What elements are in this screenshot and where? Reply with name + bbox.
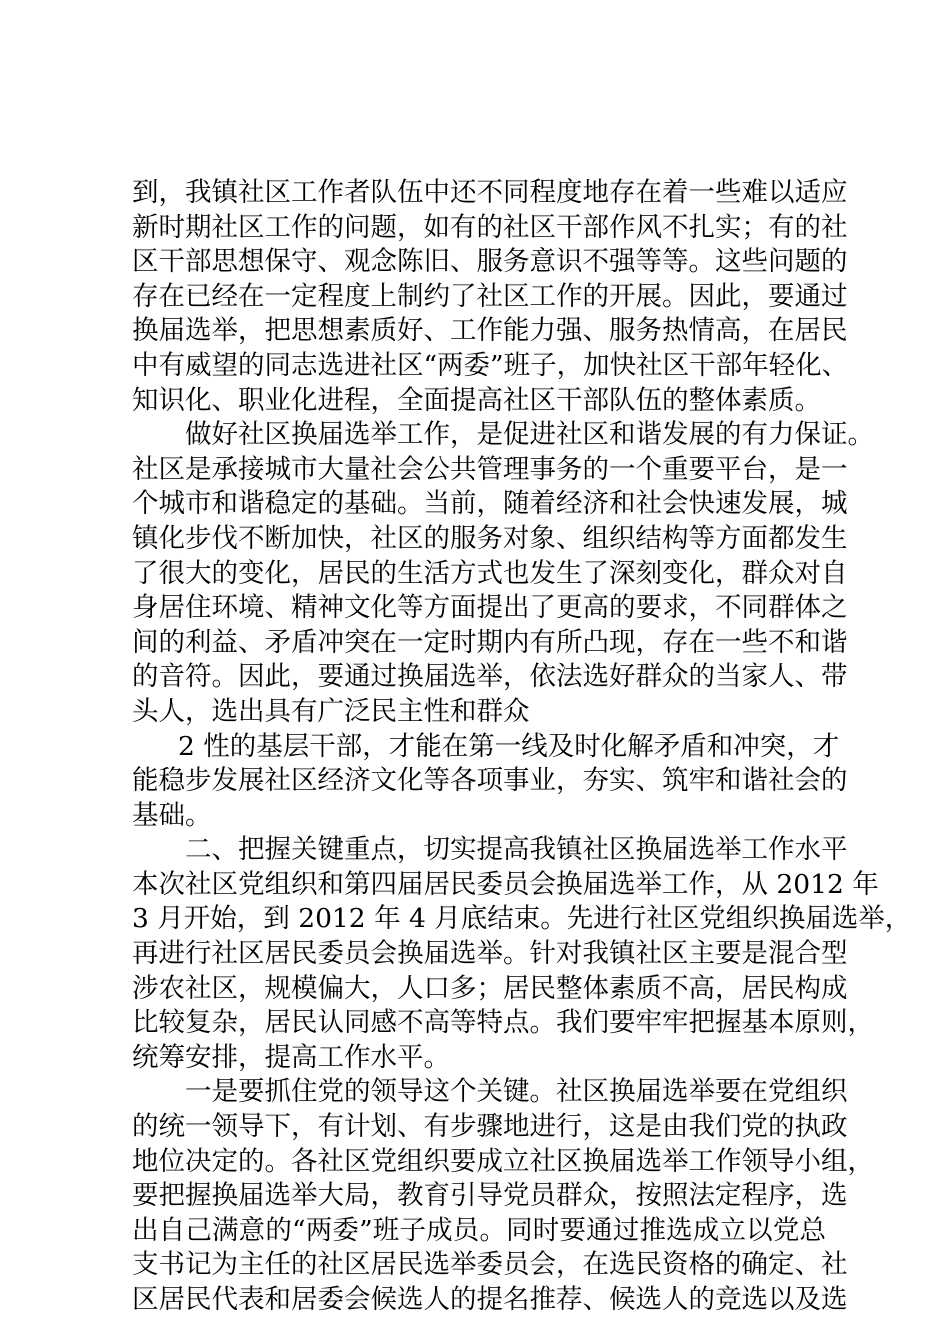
text-line: 镇化步伐不断加快，社区的服务对象、组织结构等方面都发生 [132,522,848,554]
text-line: 本次社区党组织和第四届居民委员会换届选举工作，从 2012 年 [132,868,879,900]
text-line: 头人，选出具有广泛民主性和群众 [132,695,530,727]
text-line: 基础。 [132,799,212,831]
paragraph [132,176,849,418]
text-line: 社区是承接城市大量社会公共管理事务的一个重要平台，是一 [132,453,848,485]
text-line: 区居民代表和居委会候选人的提名推荐、候选人的竞选以及选 [132,1284,848,1315]
paragraph [132,833,912,1075]
text-line: 再进行社区居民委员会换届选举。针对我镇社区主要是混合型 [132,938,848,970]
text-line: 统筹安排，提高工作水平。 [132,1041,450,1073]
text-line: 中有威望的同志选进社区“两委”班子，加快社区干部年轻化、 [132,349,849,381]
text-line: 个城市和谐稳定的基础。当前，随着经济和社会快速发展，城 [132,488,848,520]
text-line: 身居住环境、精神文化等方面提出了更高的要求，不同群体之 [132,592,848,624]
text-line: 换届选举，把思想素质好、工作能力强、服务热情高，在居民 [132,315,848,347]
text-line: 到，我镇社区工作者队伍中还不同程度地存在着一些难以适应 [132,177,848,208]
paragraph [132,1075,874,1317]
text-line: 涉农社区，规模偏大，人口多；居民整体素质不高，居民构成 [132,972,848,1004]
text-line: 间的利益、矛盾冲突在一定时期内有所凸现，存在一些不和谐 [132,626,848,658]
text-line: 新时期社区工作的问题，如有的社区干部作风不扎实；有的社 [132,211,848,243]
text-line: 3 月开始，到 2012 年 4 月底结束。先进行社区党组织换届选举， [132,903,912,935]
text-line: 知识化、职业化进程，全面提高社区干部队伍的整体素质。 [132,384,821,416]
text-line: 出自己满意的“两委”班子成员。同时要通过推选成立以党总 [132,1214,826,1246]
text-line: 的音符。因此，要通过换届选举，依法选好群众的当家人、带 [132,661,848,693]
text-line: 要把握换届选举大局，教育引导党员群众，按照法定程序，选 [132,1180,848,1212]
text-line: 存在已经在一定程度上制约了社区工作的开展。因此，要通过 [132,280,848,312]
text-line: 做好社区换届选举工作，是促进社区和谐发展的有力保证。 [185,419,874,451]
section-heading: 二、把握关键重点，切实提高我镇社区换届选举工作水平 [185,834,848,866]
paragraph [132,730,848,834]
document-body [132,176,912,1318]
text-line: 区干部思想保守、观念陈旧、服务意识不强等等。这些问题的 [132,246,848,278]
text-line: 支书记为主任的社区居民选举委员会，在选民资格的确定、社 [132,1249,848,1281]
text-line: 能稳步发展社区经济文化等各项事业，夯实、筑牢和谐社会的 [132,765,848,797]
text-line: 的统一领导下，有计划、有步骤地进行，这是由我们党的执政 [132,1111,848,1143]
paragraph [132,418,874,729]
text-line: 比较复杂，居民认同感不高等特点。我们要牢牢把握基本原则， [132,1007,874,1039]
text-line: 2 性的基层干部，才能在第一线及时化解矛盾和冲突，才 [178,730,840,762]
text-line: 一是要抓住党的领导这个关键。社区换届选举要在党组织 [185,1076,848,1108]
text-line: 地位决定的。各社区党组织要成立社区换届选举工作领导小组， [132,1145,874,1177]
text-line: 了很大的变化，居民的生活方式也发生了深刻变化，群众对自 [132,557,848,589]
